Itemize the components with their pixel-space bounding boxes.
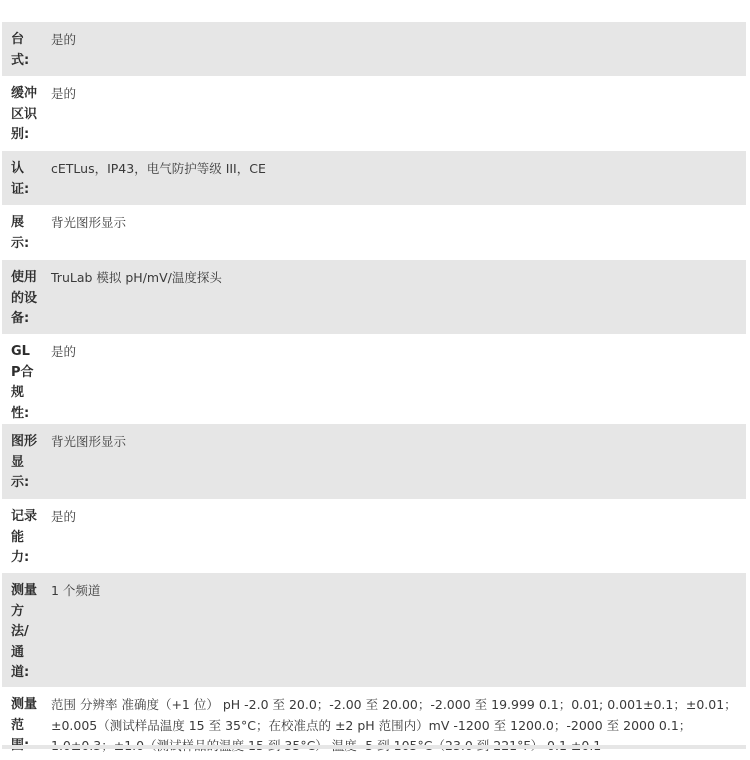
spec-label-cell: [2, 573, 51, 687]
spec-table: [2, 22, 746, 760]
spec-label: 缓冲区识别:: [11, 86, 38, 142]
spec-label: 展示:: [11, 215, 30, 251]
spec-label: 使用的设备:: [11, 270, 38, 326]
spec-label-cell: [2, 151, 51, 205]
spec-label-cell: [2, 687, 51, 760]
spec-row-display: [2, 205, 746, 260]
spec-value: 是的: [51, 32, 77, 47]
spec-label-cell: [2, 424, 51, 499]
spec-row-desktop: [2, 22, 746, 76]
spec-value: cETLus，IP43，电气防护等级 III，CE: [51, 161, 266, 176]
spec-value: 背光图形显示: [51, 215, 127, 230]
spec-row-buffer-recognition: [2, 76, 746, 151]
spec-label-cell: [2, 76, 51, 151]
spec-row-measurement-channels: [2, 573, 746, 687]
spec-label: 记录能力:: [11, 509, 38, 565]
spec-row-graphic-display: [2, 424, 746, 499]
spec-value: 背光图形显示: [51, 434, 127, 449]
spec-label: 认证:: [11, 161, 30, 197]
spec-label-cell: [2, 22, 51, 76]
table-bottom-divider: [2, 745, 746, 749]
spec-value: 范围 分辨率 准确度（+1 位） pH -2.0 至 20.0；-2.00 至 20.00；-2.000 至 19.999 0.1；0.01; 0.001±0.1；±0.01；±0.005（测试样品温度 15 至 35°C；在校准点的 ±2 pH 范围内）mV -1200 至 1200.0；-2000 至 2000 0.1；: [51, 697, 737, 733]
spec-value: 是的: [51, 86, 77, 101]
spec-label-cell: [2, 260, 51, 334]
spec-label: 图形显示:: [11, 434, 38, 490]
spec-label-cell: [2, 499, 51, 573]
spec-row-certification: [2, 151, 746, 205]
spec-value: 1 个频道: [51, 583, 101, 598]
spec-value: 是的: [51, 344, 77, 359]
spec-label-cell: [2, 334, 51, 424]
spec-label: GLP合规性:: [11, 344, 34, 421]
spec-row-glp-compliance: [2, 334, 746, 424]
spec-label: 台式:: [11, 32, 30, 68]
spec-value: 是的: [51, 509, 77, 524]
spec-row-measurement-range: [2, 687, 746, 760]
spec-row-logging-capability: [2, 499, 746, 573]
spec-value: TruLab 模拟 pH/mV/温度探头: [51, 270, 222, 285]
spec-label-cell: [2, 205, 51, 260]
spec-label: 测量方法/通道:: [11, 583, 38, 680]
spec-label: 测量范: [11, 697, 38, 733]
spec-row-devices-used: [2, 260, 746, 334]
